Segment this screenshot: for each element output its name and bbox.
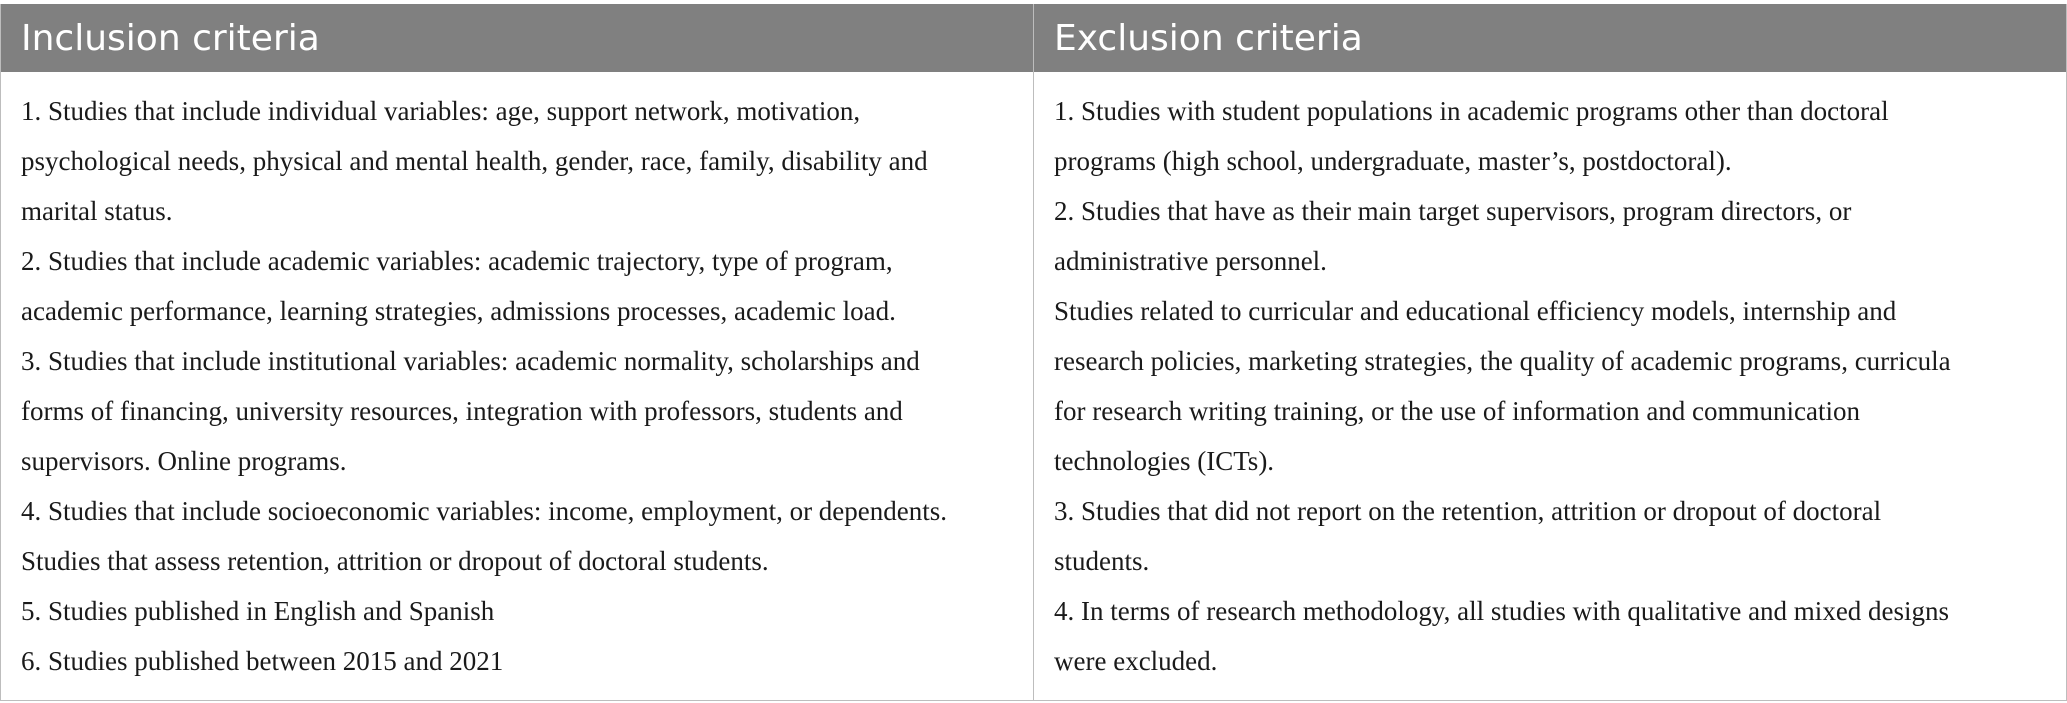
criteria-row: [1, 72, 2067, 701]
exclusion-line: 3. Studies that did not report on the retention, attrition or dropout of doctoral: [1054, 496, 1882, 526]
inclusion-header: Inclusion criteria: [1, 4, 1034, 72]
exclusion-line: 4. In terms of research methodology, all studies with qualitative and mixed designs: [1054, 596, 1950, 626]
inclusion-line: 3. Studies that include institutional variables: academic normality, scholarships and: [21, 346, 920, 376]
exclusion-line: technologies (ICTs).: [1054, 446, 1275, 476]
inclusion-line: 4. Studies that include socioeconomic variables: income, employment, or dependents.: [21, 496, 948, 526]
inclusion-line: forms of financing, university resources, integration with professors, students and: [21, 396, 903, 426]
header-row: [1, 4, 2067, 72]
inclusion-line: 1. Studies that include individual variables: age, support network, motivation,: [21, 96, 861, 126]
exclusion-line: 1. Studies with student populations in academic programs other than doctoral: [1054, 96, 1889, 126]
inclusion-line: marital status.: [21, 196, 173, 226]
exclusion-line: for research writing training, or the use of information and communication: [1054, 396, 1861, 426]
exclusion-line: Studies related to curricular and educational efficiency models, internship and: [1054, 296, 1897, 326]
exclusion-cell: [1034, 72, 2067, 701]
inclusion-line: 5. Studies published in English and Spanish: [21, 596, 495, 626]
exclusion-line: programs (high school, undergraduate, master’s, postdoctoral).: [1054, 146, 1732, 176]
inclusion-line: academic performance, learning strategies, admissions processes, academic load.: [21, 296, 896, 326]
inclusion-line: supervisors. Online programs.: [21, 446, 347, 476]
inclusion-line: 2. Studies that include academic variables: academic trajectory, type of program,: [21, 246, 893, 276]
exclusion-line: were excluded.: [1054, 646, 1218, 676]
inclusion-line: psychological needs, physical and mental health, gender, race, family, disability and: [21, 146, 928, 176]
criteria-table: [0, 4, 2067, 701]
exclusion-header: Exclusion criteria: [1034, 4, 2067, 72]
exclusion-line: administrative personnel.: [1054, 246, 1327, 276]
exclusion-line: 2. Studies that have as their main target supervisors, program directors, or: [1054, 196, 1852, 226]
inclusion-cell: [1, 72, 1034, 701]
inclusion-line: Studies that assess retention, attrition or dropout of doctoral students.: [21, 546, 769, 576]
exclusion-line: students.: [1054, 546, 1150, 576]
inclusion-line: 6. Studies published between 2015 and 2021: [21, 646, 504, 676]
exclusion-line: research policies, marketing strategies, the quality of academic programs, curricula: [1054, 346, 1951, 376]
